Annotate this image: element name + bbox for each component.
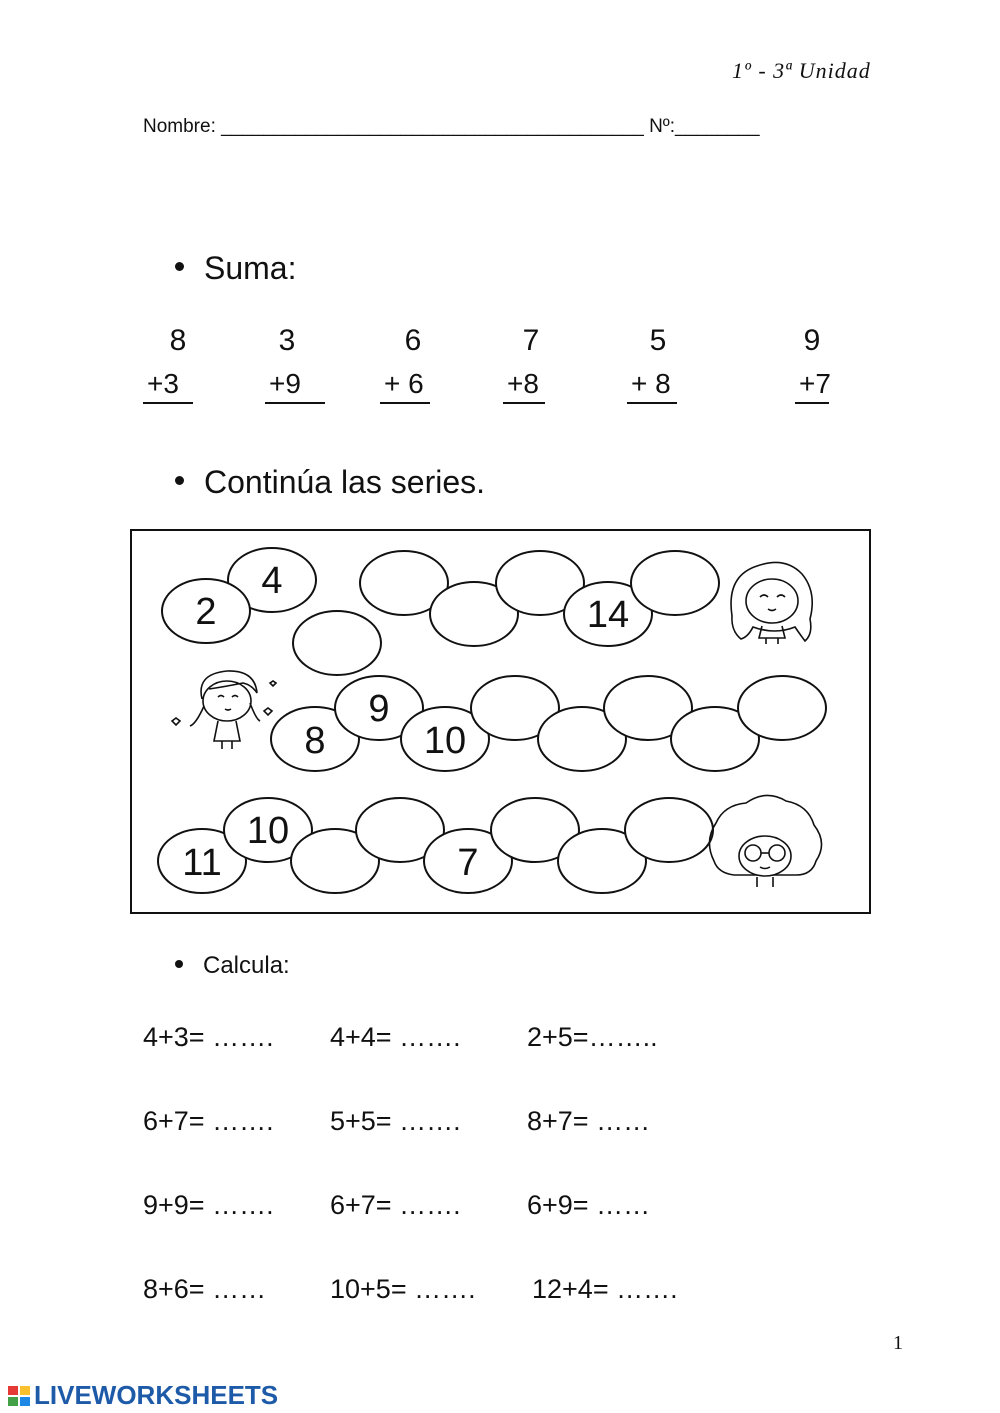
- girl-illustration-icon: [731, 562, 812, 644]
- series-bubble: [625, 798, 713, 862]
- sum-addend: +9: [265, 368, 325, 404]
- series-label: Continúa las series.: [204, 464, 486, 500]
- series-value: 9: [368, 688, 390, 730]
- bullet-icon: [175, 262, 184, 271]
- calc-item: 6+7= …….: [143, 1106, 274, 1136]
- sum-top-number: 3: [278, 324, 296, 357]
- series-row-1: [162, 548, 719, 675]
- sum-addend: +7: [795, 368, 829, 404]
- series-value: 7: [457, 842, 479, 884]
- series-value: 10: [246, 810, 290, 852]
- sum-top-number: 6: [404, 324, 422, 357]
- calc-item: 6+9= ……: [527, 1190, 651, 1220]
- suma-heading: [175, 250, 296, 287]
- calcula-label: Calcula:: [203, 952, 290, 979]
- sum-addend: + 8: [627, 368, 677, 404]
- bullet-icon: [175, 960, 183, 968]
- series-value: 8: [304, 720, 326, 762]
- series-bubble: [293, 611, 381, 675]
- sum-top-number: 7: [522, 324, 540, 357]
- calc-item: 2+5=……..: [527, 1022, 658, 1052]
- series-heading: [175, 464, 485, 501]
- footer-brand[interactable]: LIVEWORKSHEETS: [34, 1380, 279, 1410]
- series-value: 10: [423, 720, 467, 762]
- series-bubble: [738, 676, 826, 740]
- calcula-heading: [175, 952, 290, 980]
- sum-top-number: 8: [169, 324, 187, 357]
- series-row-2: [271, 676, 826, 771]
- calc-item: 8+6= ……: [143, 1274, 267, 1304]
- calc-item: 6+7= …….: [330, 1190, 461, 1220]
- sum-top-number: 9: [803, 324, 821, 357]
- calc-item: 5+5= …….: [330, 1106, 461, 1136]
- curly-child-illustration-icon: [709, 795, 821, 887]
- liveworksheets-logo-icon: [8, 1386, 30, 1406]
- sum-addend: + 6: [380, 368, 430, 404]
- suma-label: Suma:: [204, 250, 297, 286]
- series-value: 14: [586, 594, 630, 636]
- calc-item: 10+5= …….: [330, 1274, 476, 1304]
- series-value: 11: [182, 842, 222, 884]
- series-bubble: [631, 551, 719, 615]
- series-value: 4: [261, 560, 283, 602]
- child-illustration-icon: [172, 671, 276, 749]
- calc-item: 9+9= …….: [143, 1190, 274, 1220]
- sum-top-number: 5: [649, 324, 667, 357]
- calc-item: 8+7= ……: [527, 1106, 651, 1136]
- calc-item: 4+4= …….: [330, 1022, 461, 1052]
- series-row-3: [158, 798, 713, 893]
- sum-addend: +8: [503, 368, 545, 404]
- name-line: Nombre: ________________________________________ Nº:________: [143, 116, 760, 137]
- series-box: [130, 529, 871, 914]
- series-value: 2: [195, 591, 217, 633]
- unit-label: 1º - 3ª Unidad: [732, 58, 871, 83]
- bullet-icon: [175, 476, 184, 485]
- series-illustration: [132, 531, 869, 912]
- calc-item: 12+4= …….: [532, 1274, 678, 1304]
- sum-addend: +3: [143, 368, 193, 404]
- page-number: 1: [893, 1332, 903, 1354]
- calc-item: 4+3= …….: [143, 1022, 274, 1052]
